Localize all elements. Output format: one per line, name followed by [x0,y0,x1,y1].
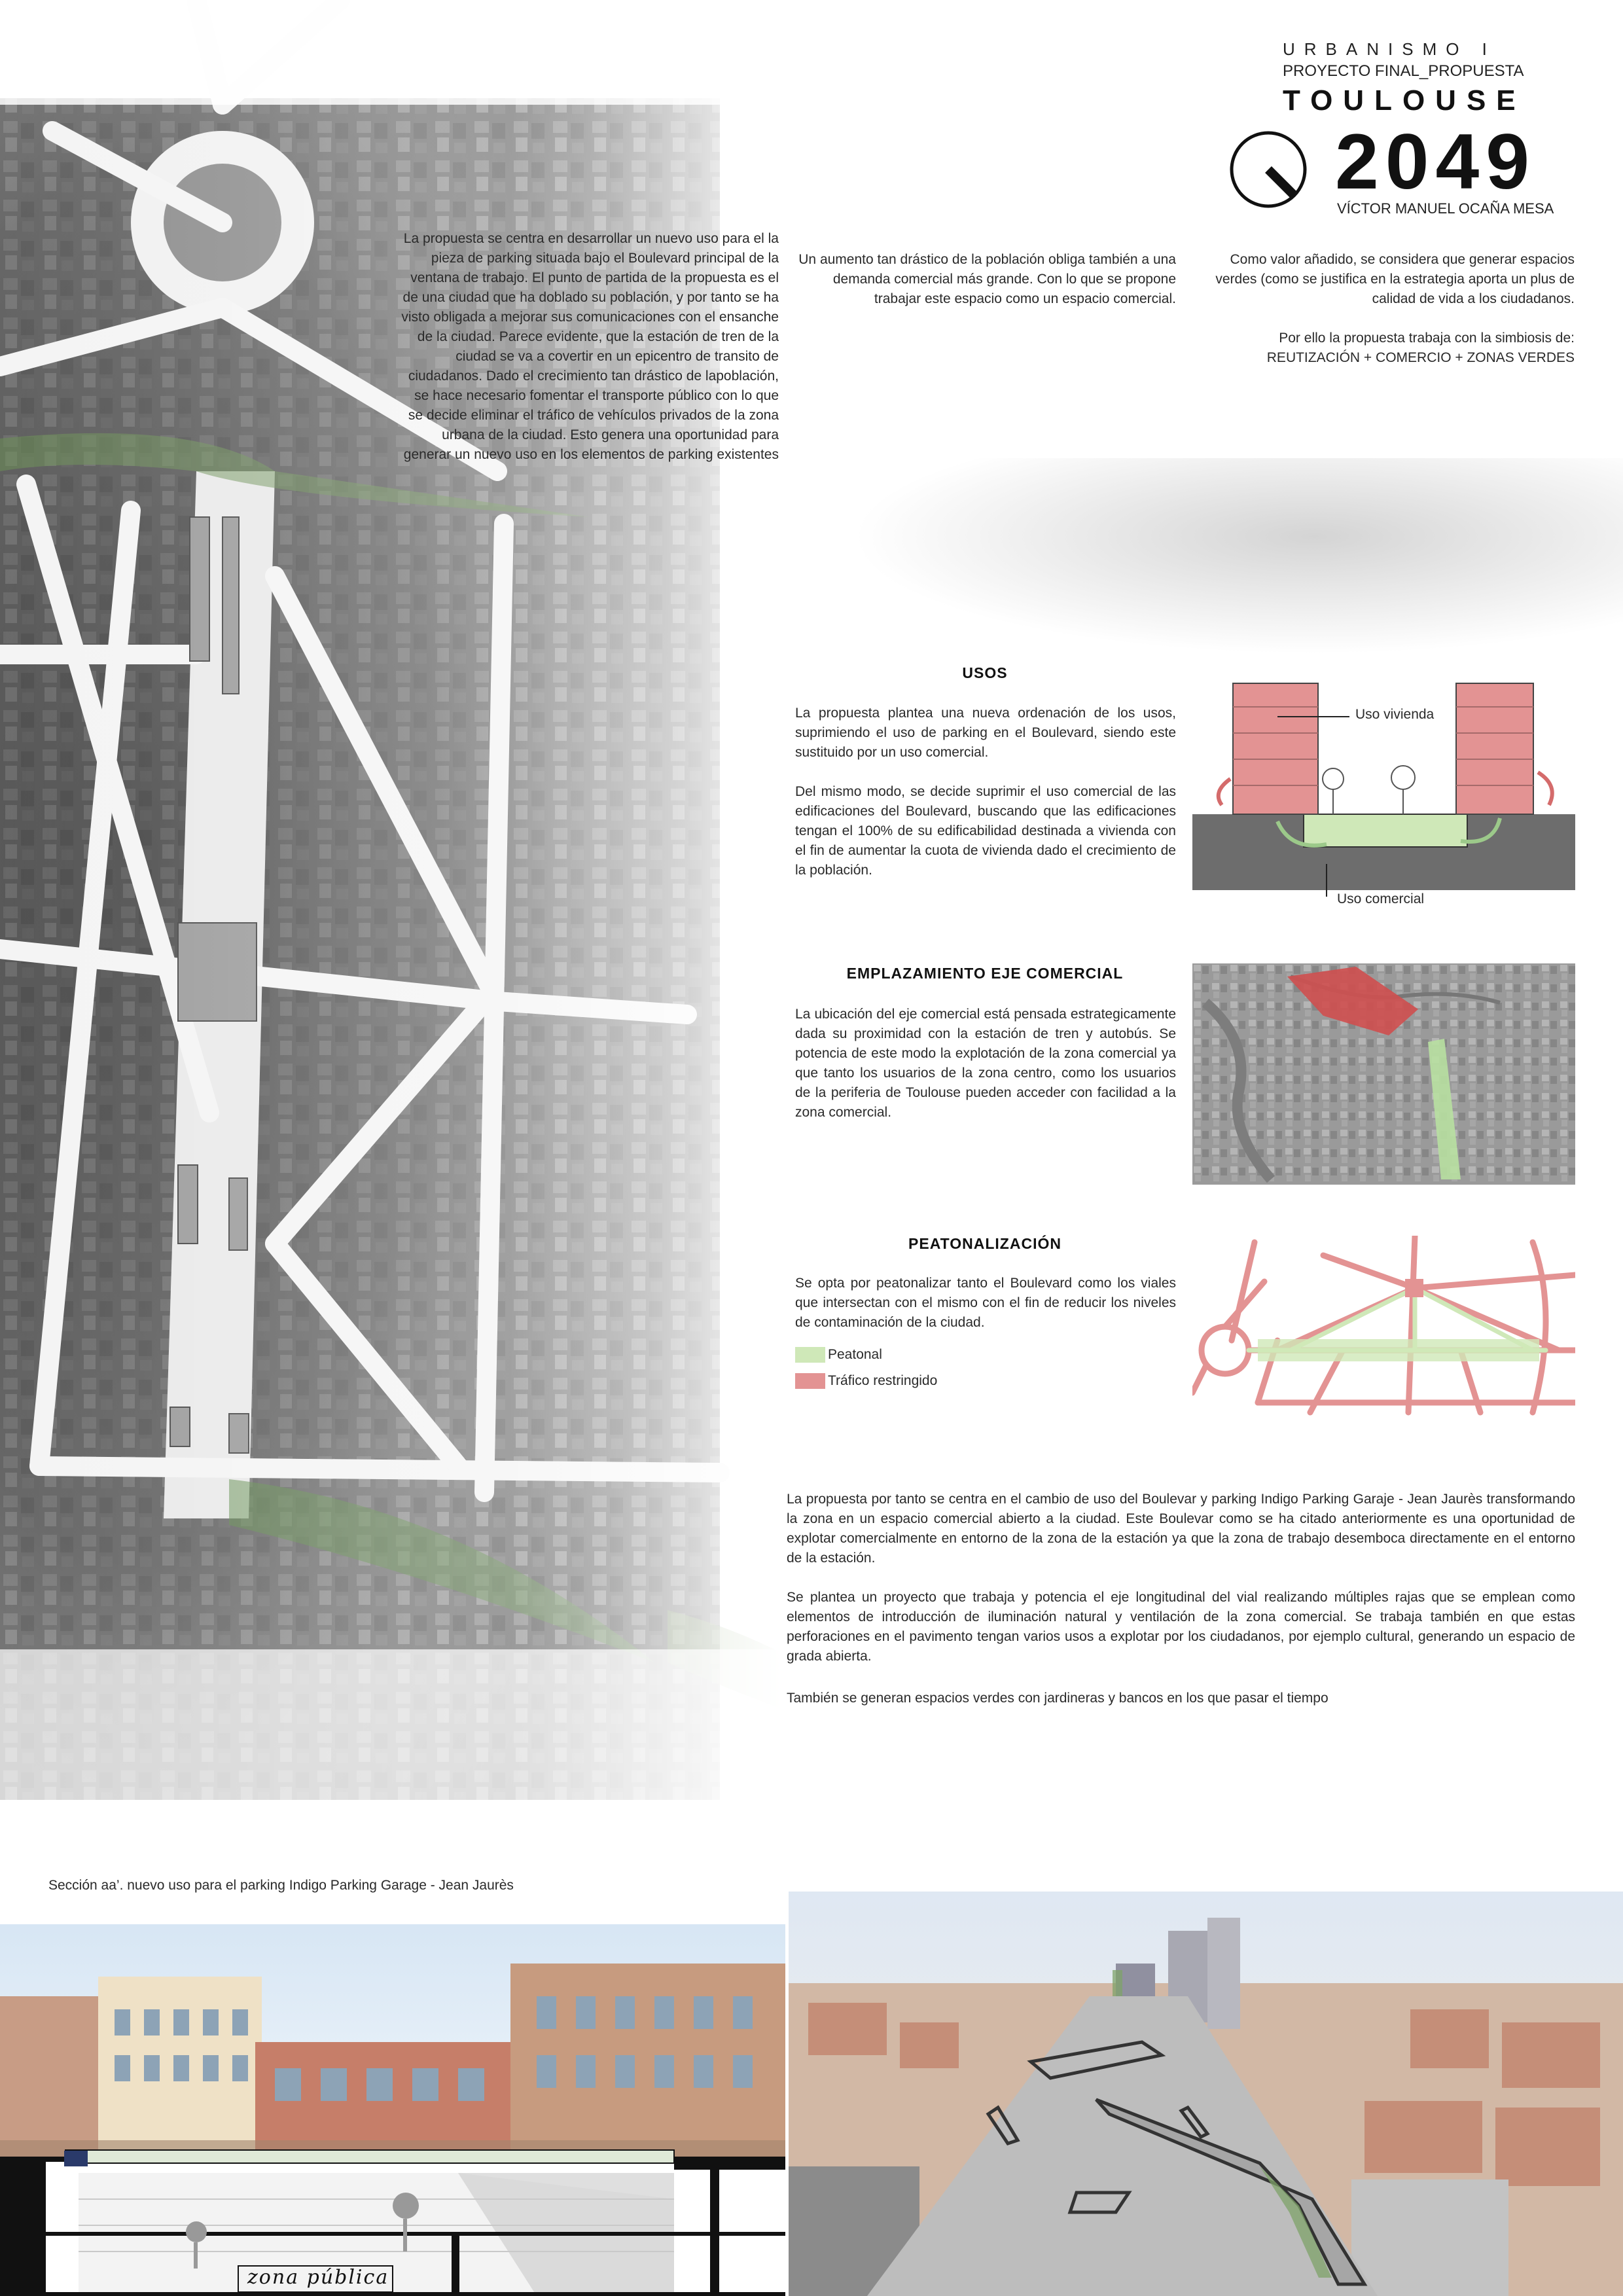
legend-item-trafico [795,1368,937,1394]
body-paragraph-2: Se plantea un proyecto que trabaja y potencia el eje longitudinal del vial realizando múltiples rajas que se emplean como elementos de introducción de iluminación natural y ventilación de la zona comercial. Se trabaja también en que estas perforaciones en el pavimento tengan varios usos a explotar por los ciudadanos, por ejemplo cultural, generando un espacio de grada abierta. [787,1590,1575,1664]
section-caption: Sección aa’. nuevo uso para el parking Indigo Parking Garage - Jean Jaurès [48,1878,514,1893]
label-uso-comercial: Uso comercial [1337,891,1425,906]
title-block [1191,39,1558,117]
pedestrianization-diagram [1192,1236,1575,1416]
author-name: VÍCTOR MANUEL OCAÑA MESA [1337,200,1554,217]
year-title: 2049 [1335,118,1536,206]
aerial-perspective-render [789,1892,1623,2296]
intro-column-2: Un aumento tan drástico de la población obliga también a una demanda comercial más grande. Con lo que se propone trabajar este espacio como un espacio comercial. [798,252,1176,306]
intro-column-1: La propuesta se centra en desarrollar un nuevo uso para el la pieza de parking situada bajo el Boulevard principal de la ventana de trabajo. El punto de partida de la propuesta es el de una ciudad que ha doblado su población, y por tanto se ha visto obligada a mejorar sus comunicaciones con el ensanche de la ciudad. Parece evidente, que la estación de tren de la ciudad se va a covertir en un epicentro de transito de ciudadanos. Dado el crecimiento tan drástico de lapoblación, se hace necesario fomentar el transporte público con lo que se decide eliminar el tráfico de vehículos privados de la zona urbana de la ciudad. Esto genera una oportunidad para generar un nuevo uso en los elementos de parking existentes [401,231,779,462]
course-name: URBANISMO I [1283,39,1496,59]
legend-label-peatonal: Peatonal [828,1347,882,1362]
body-paragraph-3: También se generan espacios verdes con jardineras y bancos en los que pasar el tiempo [787,1691,1329,1706]
usos-heading: USOS [962,664,1008,681]
legend [795,1342,937,1394]
legend-swatch-peatonal [795,1347,825,1363]
intro-column-3 [1198,250,1575,368]
intro-col3-formula: REUTIZACIÓN + COMERCIO + ZONAS VERDES [1266,350,1575,365]
legend-item-peatonal [795,1342,937,1368]
legend-label-trafico: Tráfico restringido [828,1373,938,1388]
label-uso-vivienda: Uso vivienda [1355,707,1435,722]
logo-clock-icon [1227,128,1310,211]
section-aa-render [0,1924,785,2296]
legend-swatch-trafico [795,1373,825,1389]
emplazamiento-heading: EMPLAZAMIENTO EJE COMERCIAL [846,965,1124,982]
emplazamiento-text: La ubicación del eje comercial está pensada estrategicamente dada su proximidad con la estación de tren y autobús. Se potencia de este modo la explotación de la zona comercial ya que tanto los usuarios de la zona centro, como los usuarios de la periferia de Toulouse pueden acceder con facilidad a la zona comercial. [795,1007,1176,1120]
handwritten-zona-publica: zona pública [247,2266,389,2289]
location-map-image [1192,963,1575,1185]
project-name: PROYECTO FINAL_PROPUESTA [1283,62,1524,80]
peatonalizacion-heading: PEATONALIZACIÓN [908,1235,1061,1252]
city-name: TOULOUSE [1283,84,1526,117]
background-river-texture [851,458,1623,655]
intro-col3-paragraph: Como valor añadido, se considera que generar espacios verdes (como se justifica en la estrategia aporta un plus de calidad de vida a los ciudadanos. [1215,252,1575,306]
usos-text-1: La propuesta plantea una nueva ordenación de los usos, suprimiendo el uso de parking en el Boulevard, siendo este sustituido por un uso comercial. [795,706,1176,760]
peatonalizacion-text: Se opta por peatonalizar tanto el Boulevard como los viales que intersectan con el mismo con el fin de reducir los niveles de contaminación de la ciudad. [795,1276,1176,1330]
usos-text-2: Del mismo modo, se decide suprimir el uso comercial de las edificaciones del Boulevard, buscando que las edificaciones tengan el 100% de su edificabilidad destinada a vivienda con el fin de aumentar la cuota de vivienda dado el crecimiento de la población. [795,784,1176,878]
intro-col3-lead: Por ello la propuesta trabaja con la simbiosis de: [1279,331,1575,346]
body-paragraph-1: La propuesta por tanto se centra en el cambio de uso del Boulevar y parking Indigo Parking Garaje - Jean Jaurès transformando la zona en un espacio comercial abierto a la ciudad. Este Boulevar como se ha citado anteriormente es una oportunidad de explotar comercialmente en entorno de la zona de la estación ya que la zona de trabajo desemboca directamente en el entorno de la estación. [787,1492,1575,1566]
